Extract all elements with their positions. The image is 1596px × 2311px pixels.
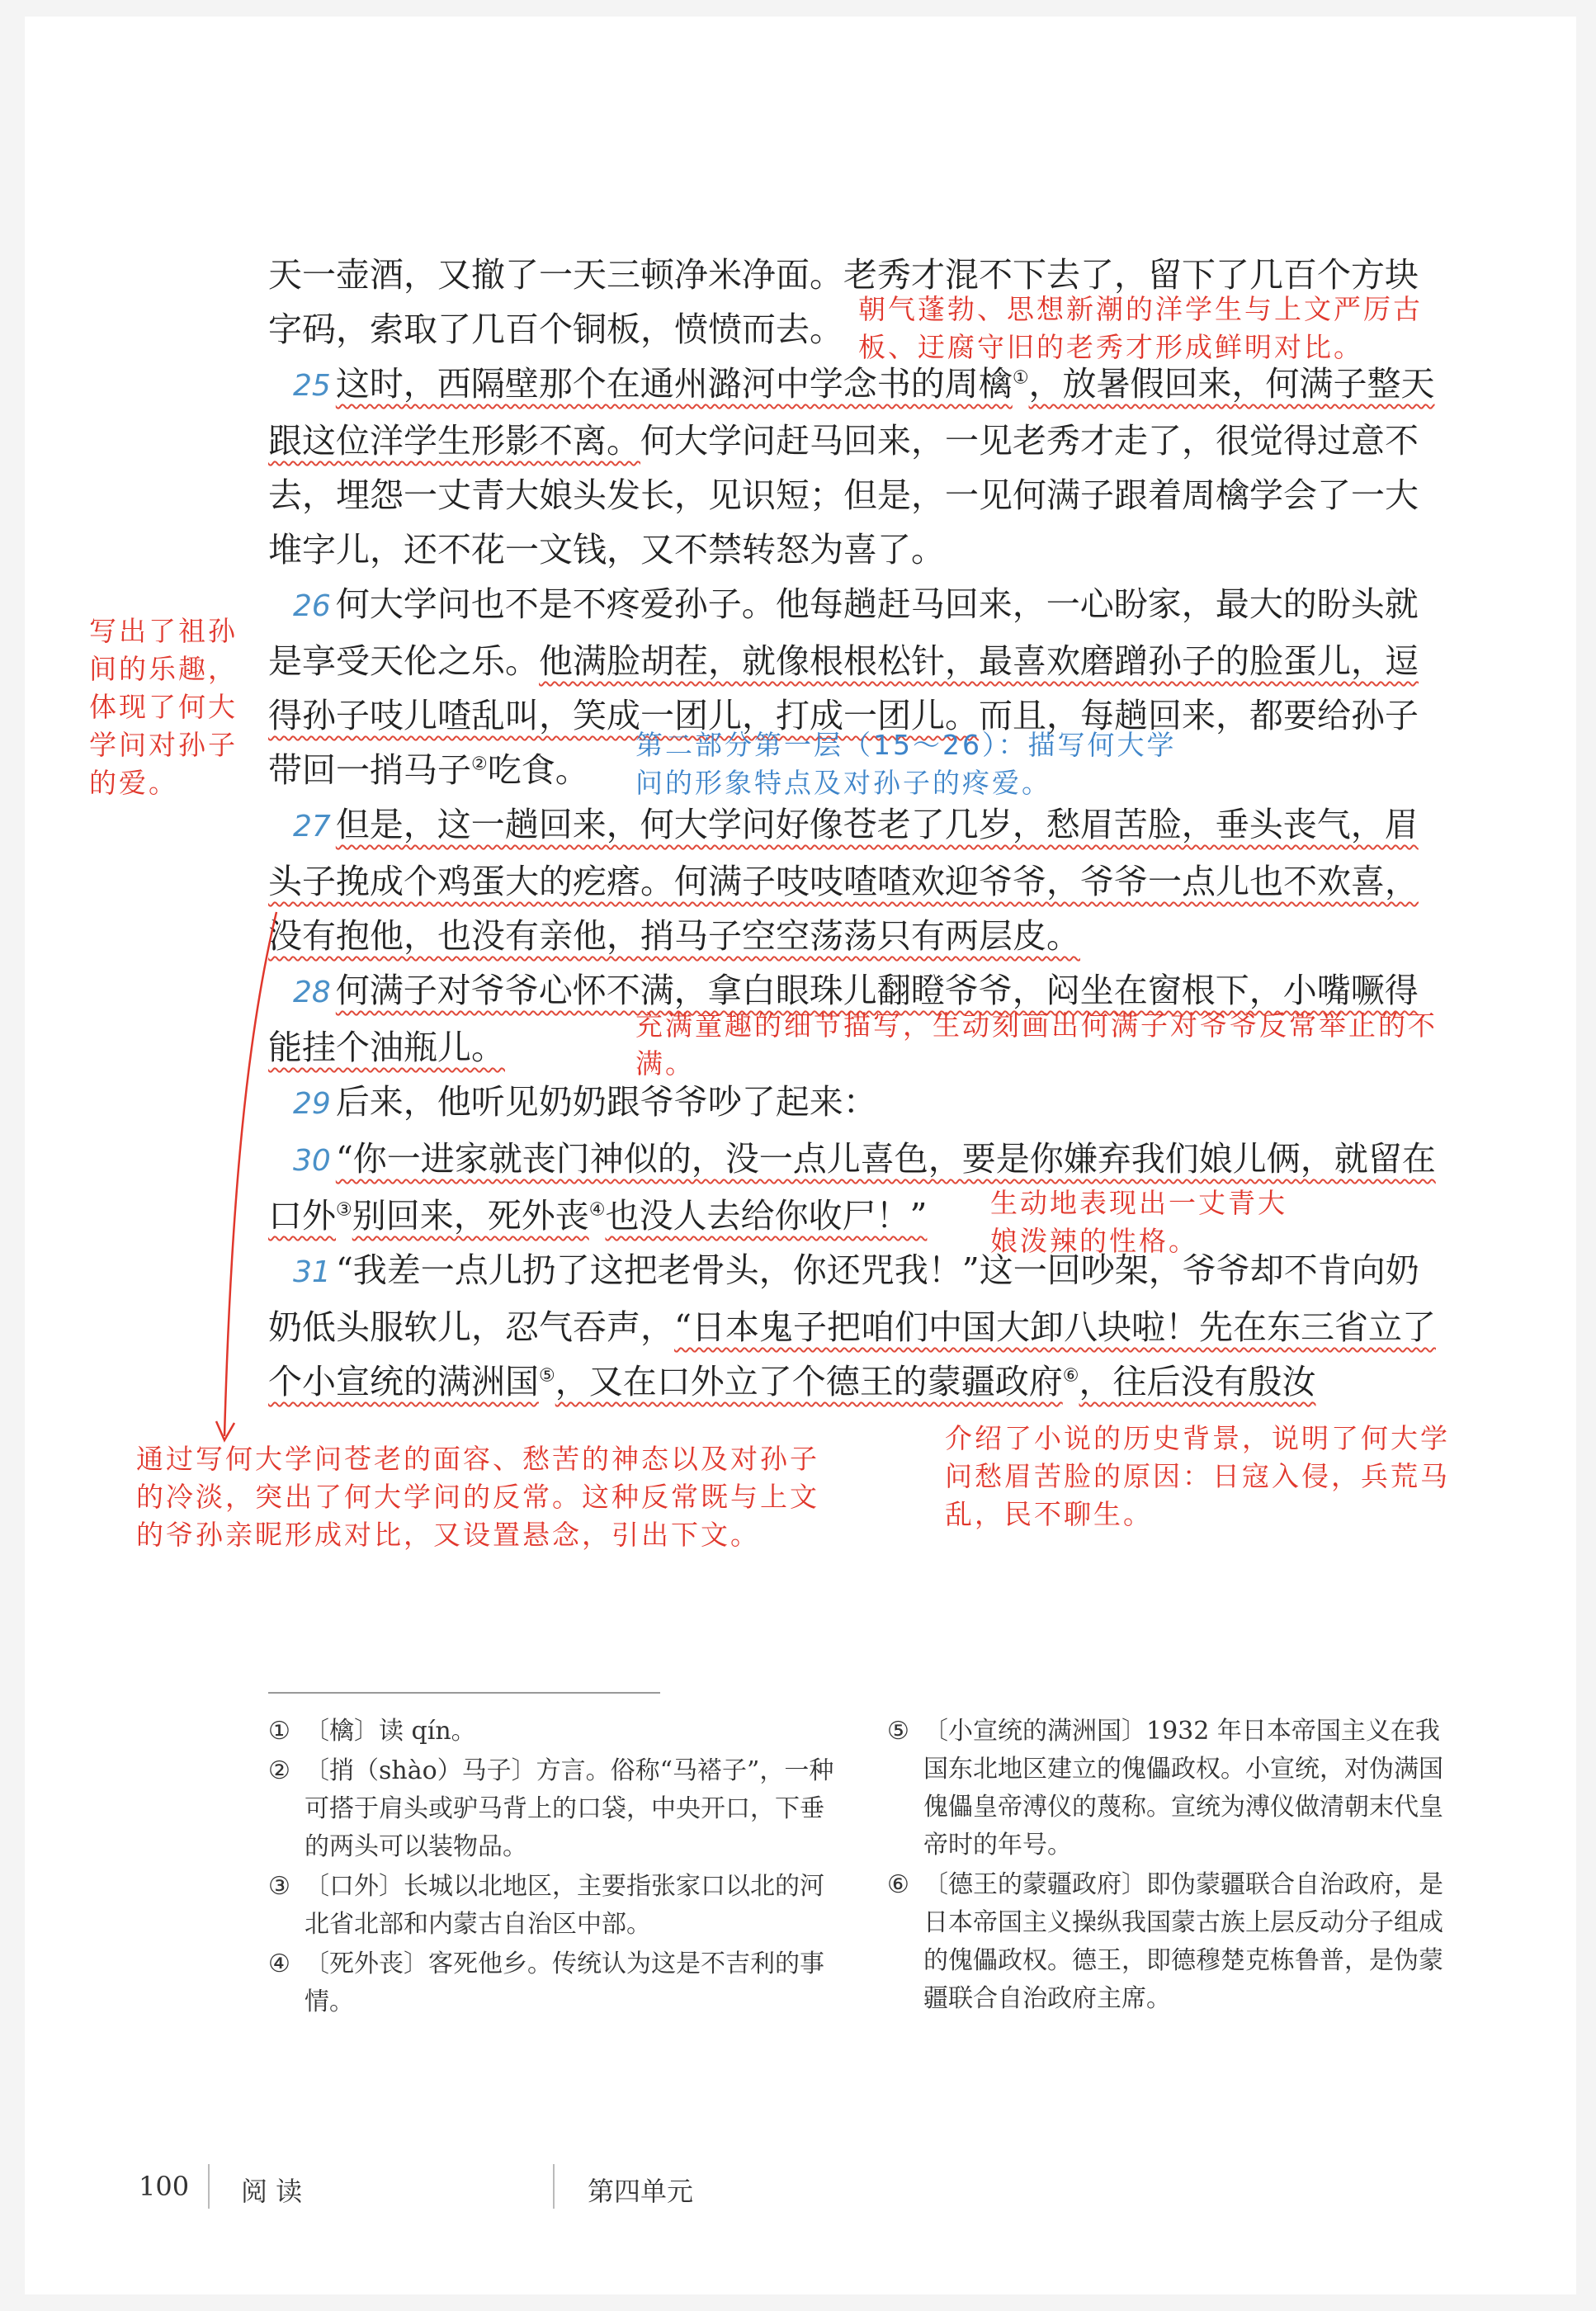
paragraph-27 bbox=[268, 797, 1444, 963]
paragraph-number: 29 bbox=[293, 1087, 331, 1121]
annotation-contrast: 朝气蓬勃、思想新潮的洋学生与上文严厉古板、迂腐守旧的老秀才形成鲜明对比。 bbox=[858, 293, 1423, 363]
underlined-text: 但是，这一趟回来，何大学问好像苍老了几岁，愁眉苦脸，垂头丧气，眉头子挽成个鸡蛋大的疙瘩。何满子吱吱喳喳欢迎爷爷，爷爷一点儿也不欢喜，没有抱他，也没有亲他，捎马子空空荡荡只有两层皮。 bbox=[268, 805, 1419, 956]
paragraph-25 bbox=[268, 357, 1444, 577]
annotation-grandson-love: 写出了祖孙间的乐趣，体现了何大学问对孙子的爱。 bbox=[89, 615, 238, 799]
footnotes-right bbox=[887, 1713, 1448, 2020]
underlined-text: 天跟这位洋学生形影不离。 bbox=[268, 364, 1435, 461]
footnote-mark[interactable]: ④ bbox=[588, 1199, 606, 1221]
paragraph-number: 28 bbox=[293, 976, 331, 1009]
annotation-abnormal: 通过写何大学问苍老的面容、愁苦的神态以及对孙子的冷淡，突出了何大学问的反常。这种反常既与上文的爷孙亲昵形成对比，又设置悬念，引出下文。 bbox=[136, 1443, 819, 1551]
underlined-text: 这时，西隔壁那个在通州潞河中学念书的周檎 bbox=[335, 364, 1013, 404]
footnote-text: 〔捎（shào）马子〕方言。俗称“马褡子”，一种可搭于肩头或驴马背上的口袋，中央开口，下垂的两头可以装物品。 bbox=[305, 1756, 834, 1861]
text-line: 天一壶酒，又撤了一天三顿净米净面。老秀才混不下去了，留下了几百个方块 bbox=[268, 255, 1419, 295]
text: 吃食。 bbox=[487, 750, 589, 790]
text: 而且，每趟回来，都要给孙子带回一捎马子 bbox=[268, 696, 1419, 790]
text: “我差一点儿扔了这把老骨头，你还咒我！”这一回吵架，爷爷却不肯向奶奶低头服软儿，忍气吞声， bbox=[268, 1250, 1419, 1347]
annotation-detail: 充满童趣的细节描写，生动刻画出何满子对爷爷反常举止的不满。 bbox=[635, 1009, 1438, 1080]
footnote-text: 〔死外丧〕客死他乡。传统认为这是不吉利的事情。 bbox=[305, 1949, 824, 2016]
footnote-marker: ② bbox=[268, 1756, 290, 1785]
footnote-mark[interactable]: ② bbox=[471, 754, 488, 775]
footnotes-left bbox=[268, 1713, 838, 2023]
footnote-item bbox=[268, 1752, 838, 1866]
footnote-text: 〔檎〕读 qín。 bbox=[305, 1717, 476, 1746]
text: 何大学问也不是不疼爱孙子。他每趟赶马回来，一心盼家，最大的盼头就是享受天伦之乐。 bbox=[268, 584, 1419, 681]
paragraph-number: 31 bbox=[293, 1255, 331, 1289]
paragraph-number: 26 bbox=[293, 589, 331, 623]
paragraph-number: 30 bbox=[293, 1144, 331, 1178]
footnote-item bbox=[268, 1945, 838, 2021]
footnote-item bbox=[268, 1713, 838, 1751]
footnote-text: 〔德王的蒙疆政府〕即伪蒙疆联合自治政府，是日本帝国主义操纵我国蒙古族上层反动分子组成的傀儡政权。德王，即德穆楚克栋鲁普，是伪蒙疆联合自治政府主席。 bbox=[923, 1870, 1443, 2013]
footnote-marker: ⑥ bbox=[887, 1870, 909, 1899]
footer-divider bbox=[553, 2164, 555, 2209]
footer-section: 阅 读 bbox=[241, 2176, 303, 2207]
footnote-mark[interactable]: ⑤ bbox=[539, 1365, 555, 1387]
footnote-item bbox=[887, 1866, 1448, 2018]
footer-divider bbox=[208, 2164, 210, 2209]
underlined-text: 他满脸胡茬，就像根根松针，最喜欢磨蹭孙子的脸蛋儿，逗得孙子吱儿喳乱叫，笑成一团儿，打成一团儿。 bbox=[268, 641, 1419, 735]
paragraph-29 bbox=[268, 1075, 1444, 1132]
underlined-text: ，往后没有殷汝 bbox=[1079, 1362, 1316, 1401]
footnote-mark[interactable]: ③ bbox=[336, 1199, 352, 1221]
text: 何大学问赶马回来，一见老秀才走了，很觉得过意不去，埋怨一丈青大娘头发长，见识短；但是，一见何满子跟着周檎学会了一大堆字儿，还不花一文钱，又不禁转怒为喜了。 bbox=[268, 421, 1419, 569]
footer-unit: 第四单元 bbox=[588, 2176, 694, 2207]
footnote-divider bbox=[268, 1692, 660, 1694]
annotation-character: 生动地表现出一丈青大娘泼辣的性格。 bbox=[990, 1187, 1287, 1257]
paragraph-31 bbox=[268, 1243, 1444, 1409]
footnote-text: 〔口外〕长城以北地区，主要指张家口以北的河北省北部和内蒙古自治区中部。 bbox=[305, 1872, 824, 1939]
footnote-text: 〔小宣统的满洲国〕1932 年日本帝国主义在我国东北地区建立的傀儡政权。小宣统，对伪满国傀儡皇帝溥仪的蔑称。宣统为溥仪做清朝末代皇帝时的年号。 bbox=[923, 1717, 1443, 1860]
footnote-mark[interactable]: ① bbox=[1012, 367, 1029, 389]
underlined-text: ，又在口外立了个德王的蒙疆政府 bbox=[555, 1362, 1063, 1401]
underlined-text: 别回来，死外丧 bbox=[352, 1196, 589, 1236]
footnote-marker: ④ bbox=[268, 1949, 290, 1978]
page-number: 100 bbox=[139, 2171, 190, 2202]
paragraph-number: 27 bbox=[293, 810, 331, 844]
underlined-text: ，放暑假回来，何满子整 bbox=[1028, 364, 1401, 404]
footnote-marker: ③ bbox=[268, 1872, 290, 1901]
paragraph-number: 25 bbox=[293, 369, 331, 403]
footnote-item bbox=[887, 1713, 1448, 1864]
underlined-text: 何满子对爷爷心怀不满，拿白眼珠儿翻瞪爷爷，闷坐在窗根下，小嘴噘得能挂个油瓶儿。 bbox=[268, 971, 1419, 1067]
annotation-background: 介绍了小说的历史背景，说明了何大学问愁眉苦脸的原因：日寇入侵，兵荒马乱，民不聊生。 bbox=[945, 1422, 1450, 1530]
underlined-text: 也没人去给你收尸！” bbox=[605, 1196, 928, 1236]
footnote-marker: ① bbox=[268, 1717, 290, 1746]
annotation-structure: 第二部分第一层（15～26）：描写何大学问的形象特点及对孙子的疼爱。 bbox=[635, 729, 1177, 799]
text: 后来，他听见奶奶跟爷爷吵了起来： bbox=[335, 1082, 877, 1122]
text-line: 字码，索取了几百个铜板，愤愤而去。 bbox=[268, 310, 843, 349]
underlined-text: “日本鬼子把咱们中国大卸八块啦！先在东三省立了个小宣统的满洲国 bbox=[268, 1307, 1436, 1401]
footnote-marker: ⑤ bbox=[887, 1717, 909, 1746]
footnote-mark[interactable]: ⑥ bbox=[1062, 1365, 1079, 1387]
underlined-text: “你一进家就丧门神似的，没一点儿喜色，要是你嫌弃我们娘儿俩，就留在口外 bbox=[268, 1139, 1436, 1236]
footnote-item bbox=[268, 1868, 838, 1944]
